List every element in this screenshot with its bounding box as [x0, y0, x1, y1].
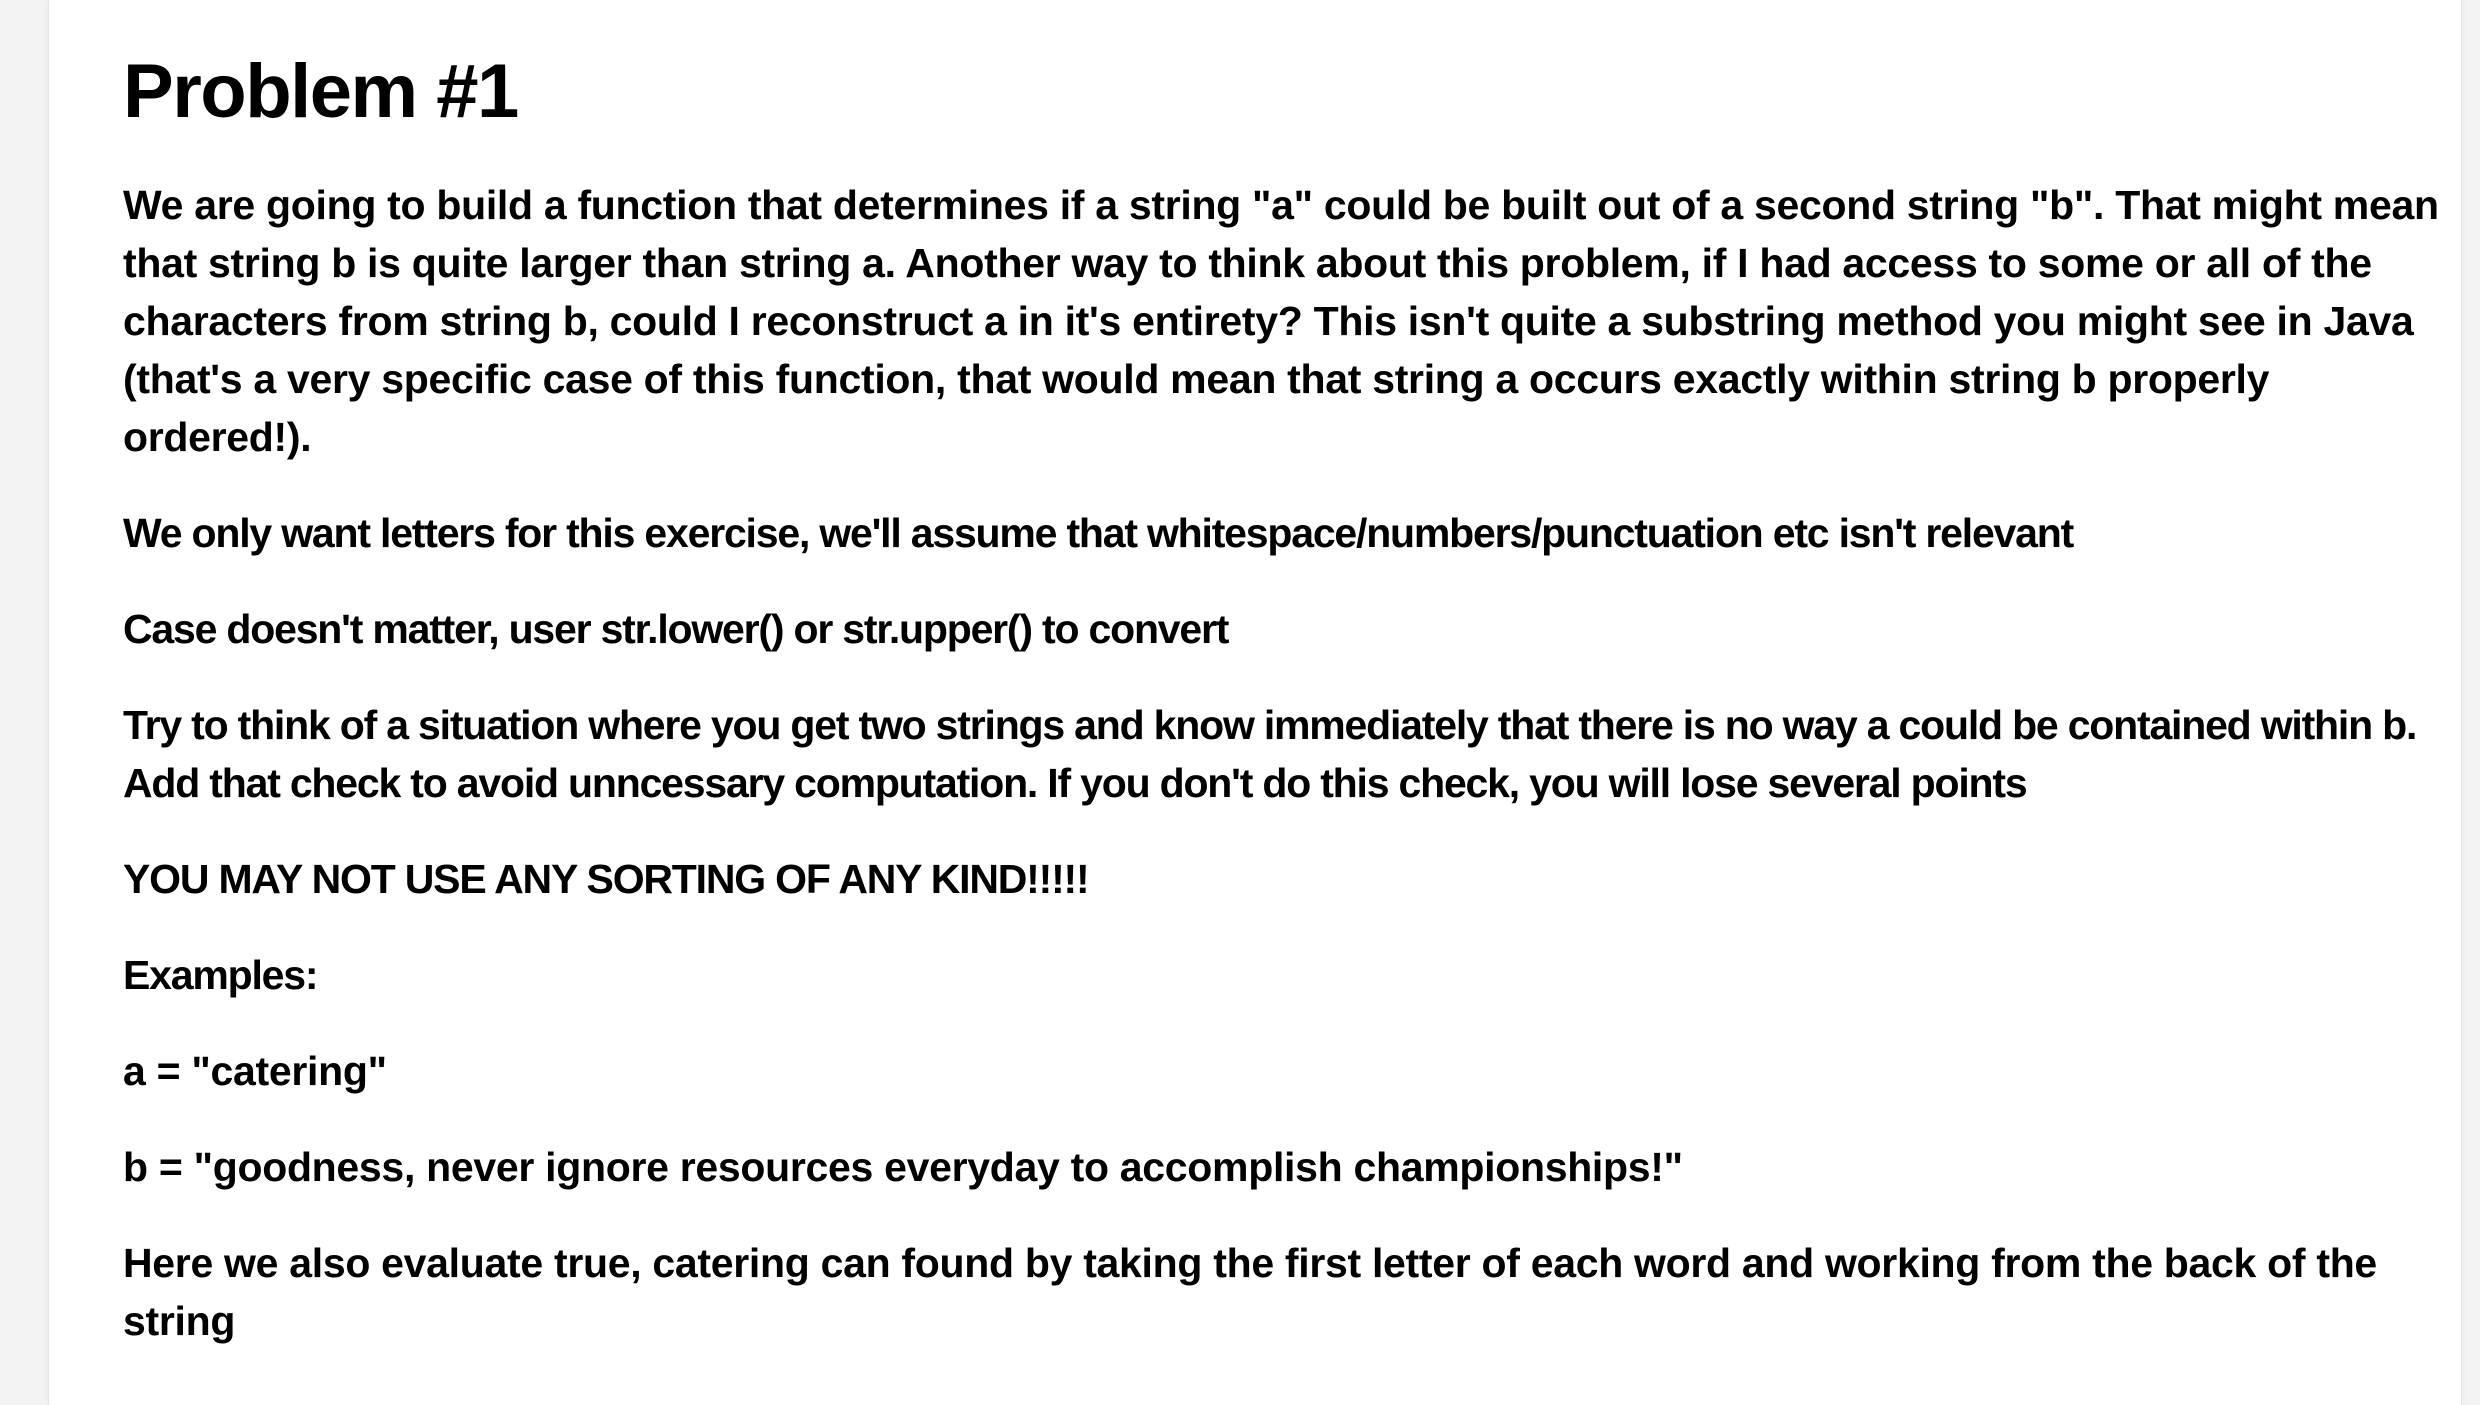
document-content [123, 50, 2443, 1350]
example-a: a = "catering" [123, 1048, 387, 1094]
no-sorting-paragraph: YOU MAY NOT USE ANY SORTING OF ANY KIND!!!!! [123, 856, 1089, 902]
intro-paragraph: We are going to build a function that determines if a string "a" could be built out of a second string "b". That might mean that string b is quite larger than string a. Another way to think about this problem, if I had access to some or all of the characters from string b, could I reconstruct a in it's entirety? This isn't quite a substring method you might see in Java (that's a very specific case of this function, that would mean that string a occurs exactly within string b properly ordered!). [123, 182, 2439, 460]
case-paragraph: Case doesn't matter, user str.lower() or str.upper() to convert [123, 606, 1229, 652]
explanation-paragraph: Here we also evaluate true, catering can found by taking the first letter of each word and working from the back of the string [123, 1240, 2377, 1344]
check-paragraph: Try to think of a situation where you get two strings and know immediately that there is no way a could be contained within b. Add that check to avoid unncessary computation. If you don't do this check, you will lose several points [123, 702, 2417, 806]
letters-only-paragraph: We only want letters for this exercise, we'll assume that whitespace/numbers/punctuation etc isn't relevant [123, 510, 2074, 556]
examples-heading: Examples: [123, 952, 318, 998]
document-page [48, 0, 2462, 1405]
page-title: Problem #1 [123, 49, 518, 134]
example-b: b = "goodness, never ignore resources everyday to accomplish championships!" [123, 1144, 1683, 1190]
